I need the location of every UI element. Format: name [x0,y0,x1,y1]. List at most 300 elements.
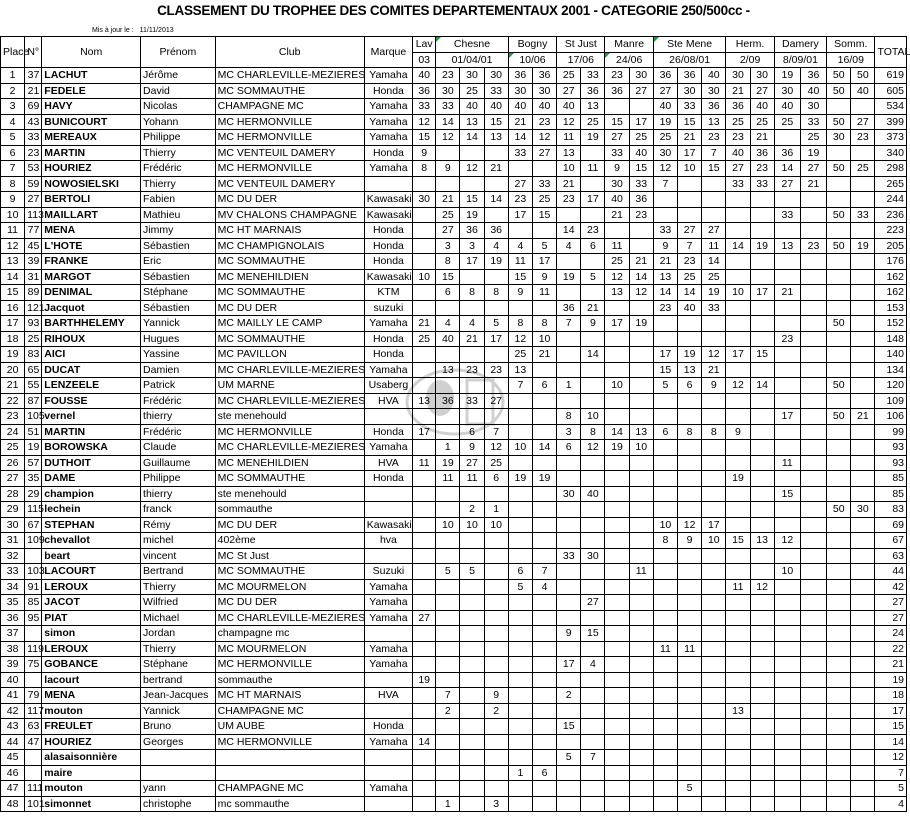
score-cell [413,548,436,564]
score-cell: 19 [851,238,875,254]
score-cell: 5 [460,564,484,580]
score-cell [557,347,581,363]
score-cell [581,610,605,626]
firstname-cell: yann [141,781,216,797]
score-cell: 12 [436,130,460,146]
score-cell [508,300,532,316]
name-cell: BOROWSKA [42,440,141,456]
score-cell [413,595,436,611]
score-cell [800,207,826,223]
score-cell [702,765,726,781]
score-cell: 6 [678,378,702,394]
score-cell [629,641,653,657]
score-cell [484,641,508,657]
score-cell: 11 [413,455,436,471]
score-cell [750,269,774,285]
score-cell [750,207,774,223]
place-cell: 37 [1,626,25,642]
name-cell: DENIMAL [42,285,141,301]
score-cell [605,517,629,533]
place-cell: 25 [1,440,25,456]
score-cell [774,719,800,735]
score-cell: 21 [557,176,581,192]
score-cell [484,207,508,223]
score-cell [508,424,532,440]
place-cell: 3 [1,99,25,115]
score-cell: 13 [605,285,629,301]
score-cell [800,192,826,208]
firstname-cell: Yohann [141,114,216,130]
score-cell [851,486,875,502]
total-cell: 85 [875,486,907,502]
score-cell [605,626,629,642]
score-cell [413,579,436,595]
header-event-date: 01/04/01 [436,52,509,68]
score-cell [484,719,508,735]
number-cell: 31 [25,269,42,285]
score-cell [653,781,677,797]
score-cell [436,347,460,363]
score-cell: 10 [484,517,508,533]
score-cell [557,455,581,471]
score-cell: 2 [484,703,508,719]
score-cell [800,626,826,642]
score-cell [508,750,532,766]
score-cell: 6 [532,378,556,394]
score-cell [800,300,826,316]
place-cell: 30 [1,517,25,533]
score-cell [581,502,605,518]
score-cell: 30 [702,83,726,99]
score-cell [800,440,826,456]
score-cell [629,409,653,425]
score-cell [629,657,653,673]
score-cell [827,688,851,704]
brand-cell: Honda [364,145,412,161]
score-cell [678,564,702,580]
score-cell [827,781,851,797]
score-cell: 5 [436,564,460,580]
score-cell: 11 [581,161,605,177]
score-cell: 27 [460,455,484,471]
score-cell [460,595,484,611]
score-cell [774,223,800,239]
brand-cell [364,750,412,766]
club-cell: mc sommauthe [215,796,364,812]
place-cell: 17 [1,316,25,332]
score-cell [678,734,702,750]
score-cell: 25 [851,161,875,177]
score-cell [413,765,436,781]
score-cell: 30 [726,68,750,84]
score-cell [750,688,774,704]
score-cell [702,564,726,580]
score-cell: 27 [484,393,508,409]
score-cell [605,734,629,750]
number-cell: 89 [25,285,42,301]
score-cell: 23 [581,223,605,239]
score-cell [774,393,800,409]
score-cell [702,455,726,471]
score-cell [726,192,750,208]
score-cell [726,455,750,471]
score-cell [774,796,800,812]
score-cell: 23 [774,331,800,347]
place-cell: 32 [1,548,25,564]
score-cell [532,517,556,533]
score-cell: 14 [653,285,677,301]
score-cell [726,207,750,223]
table-row [1,409,907,425]
firstname-cell: Thierry [141,641,216,657]
firstname-cell: Bruno [141,719,216,735]
name-cell: BARTHHELEMY [42,316,141,332]
score-cell: 14 [726,238,750,254]
place-cell: 14 [1,269,25,285]
page-title: CLASSEMENT DU TROPHEE DES COMITES DEPARTEMENTAUX 2001 - CATEGORIE 250/500cc - [157,3,750,18]
score-cell: 30 [653,145,677,161]
score-cell [678,331,702,347]
score-cell [774,440,800,456]
score-cell [827,719,851,735]
score-cell [508,595,532,611]
score-cell [774,595,800,611]
brand-cell [364,409,412,425]
score-cell: 10 [436,517,460,533]
score-cell [629,533,653,549]
score-cell: 30 [508,83,532,99]
club-cell: CHAMPAGNE MC [215,781,364,797]
score-cell: 25 [436,207,460,223]
score-cell [678,455,702,471]
number-cell: 45 [25,238,42,254]
score-cell [484,626,508,642]
score-cell: 17 [557,657,581,673]
score-cell [532,595,556,611]
name-cell: simon [42,626,141,642]
score-cell: 33 [581,68,605,84]
score-cell: 6 [653,424,677,440]
firstname-cell: thierry [141,409,216,425]
score-cell [851,688,875,704]
score-cell [800,533,826,549]
score-cell: 8 [653,533,677,549]
score-cell [851,719,875,735]
score-cell [726,672,750,688]
score-cell [557,331,581,347]
score-cell [629,595,653,611]
total-cell: 17 [875,703,907,719]
number-cell: 29 [25,486,42,502]
table-row [1,192,907,208]
brand-cell [364,765,412,781]
score-cell [750,440,774,456]
brand-cell: hva [364,533,412,549]
score-cell: 40 [653,99,677,115]
score-cell [750,300,774,316]
score-cell [557,703,581,719]
score-cell [605,502,629,518]
score-cell [460,533,484,549]
score-cell [702,781,726,797]
name-cell: GOBANCE [42,657,141,673]
total-cell: 162 [875,269,907,285]
firstname-cell: Thierry [141,176,216,192]
total-cell: 67 [875,533,907,549]
score-cell [851,300,875,316]
brand-cell: Honda [364,254,412,270]
score-cell [851,440,875,456]
score-cell [678,579,702,595]
score-cell [532,734,556,750]
score-cell [678,192,702,208]
club-cell: MC DU DER [215,192,364,208]
score-cell: 7 [702,145,726,161]
number-cell: 93 [25,316,42,332]
score-cell [702,703,726,719]
score-cell [629,300,653,316]
score-cell [629,626,653,642]
score-cell [557,781,581,797]
score-cell [508,781,532,797]
firstname-cell: Claude [141,440,216,456]
table-row [1,161,907,177]
score-cell [678,688,702,704]
score-cell [629,238,653,254]
score-cell [581,796,605,812]
name-cell: LEROUX [42,641,141,657]
score-cell: 36 [413,83,436,99]
table-row [1,765,907,781]
score-cell [629,781,653,797]
score-cell [774,672,800,688]
score-cell [605,455,629,471]
brand-cell: suzuki [364,300,412,316]
score-cell [702,595,726,611]
name-cell: alasaisonnière [42,750,141,766]
score-cell: 50 [827,114,851,130]
score-cell: 19 [484,254,508,270]
number-cell: 57 [25,455,42,471]
score-cell [678,409,702,425]
score-cell [581,471,605,487]
score-cell [726,393,750,409]
score-cell [851,254,875,270]
number-cell [25,626,42,642]
score-cell: 30 [800,99,826,115]
name-cell: beart [42,548,141,564]
score-cell: 27 [750,83,774,99]
score-cell [653,440,677,456]
score-cell [851,347,875,363]
score-cell [484,750,508,766]
score-cell [851,424,875,440]
score-cell [653,626,677,642]
score-cell [436,734,460,750]
place-cell: 38 [1,641,25,657]
brand-cell [364,626,412,642]
header-event-name: Ste Mene [653,37,726,53]
score-cell [413,688,436,704]
score-cell: 13 [460,114,484,130]
firstname-cell: Yannick [141,703,216,719]
score-cell [653,471,677,487]
score-cell [413,564,436,580]
score-cell: 15 [629,161,653,177]
score-cell: 11 [678,641,702,657]
total-cell: 373 [875,130,907,146]
score-cell [629,223,653,239]
table-row [1,378,907,394]
place-cell: 39 [1,657,25,673]
score-cell [484,595,508,611]
brand-cell: Yamaha [364,641,412,657]
score-cell [827,269,851,285]
score-cell: 14 [413,734,436,750]
score-cell [508,455,532,471]
score-cell [436,502,460,518]
score-cell [605,347,629,363]
score-cell [605,796,629,812]
score-cell [702,657,726,673]
club-cell: MC MOURMELON [215,579,364,595]
score-cell: 5 [653,378,677,394]
score-cell: 13 [678,362,702,378]
score-cell [726,486,750,502]
score-cell: 17 [702,517,726,533]
brand-cell [364,548,412,564]
score-cell [678,393,702,409]
number-cell: 25 [25,331,42,347]
score-cell: 30 [605,176,629,192]
score-cell [605,719,629,735]
score-cell: 19 [413,672,436,688]
club-cell: MC MOURMELON [215,641,364,657]
club-cell: MC SOMMAUTHE [215,285,364,301]
score-cell [774,254,800,270]
score-cell [653,688,677,704]
firstname-cell: christophe [141,796,216,812]
ranking-table [0,36,910,812]
score-cell [827,657,851,673]
brand-cell: Honda [364,471,412,487]
score-cell [460,688,484,704]
score-cell [827,672,851,688]
score-cell: 6 [436,285,460,301]
score-cell [532,719,556,735]
score-cell [653,719,677,735]
score-cell: 12 [678,517,702,533]
header-event-name: Manre [605,37,653,53]
score-cell [827,703,851,719]
score-cell [750,424,774,440]
score-cell: 25 [605,254,629,270]
score-cell: 27 [413,610,436,626]
score-cell: 40 [774,99,800,115]
score-cell: 21 [678,130,702,146]
score-cell [629,703,653,719]
score-cell [436,719,460,735]
score-cell: 9 [678,533,702,549]
score-cell: 33 [460,393,484,409]
score-cell [436,765,460,781]
score-cell [605,533,629,549]
firstname-cell: bertrand [141,672,216,688]
header-event-name: St Just [557,37,605,53]
header-nom: Nom [42,37,141,68]
score-cell [557,285,581,301]
header-event-date: 03 [413,52,436,68]
score-cell [851,471,875,487]
table-row [1,347,907,363]
score-cell: 15 [460,192,484,208]
score-cell [678,703,702,719]
score-cell [508,393,532,409]
club-cell: MC MENEHILDIEN [215,269,364,285]
score-cell: 4 [436,316,460,332]
score-cell [726,657,750,673]
score-cell [557,517,581,533]
score-cell: 9 [484,688,508,704]
score-cell: 25 [484,455,508,471]
score-cell [702,688,726,704]
brand-cell: Yamaha [364,316,412,332]
score-cell [508,161,532,177]
score-cell [581,688,605,704]
score-cell [557,393,581,409]
score-cell [436,533,460,549]
club-cell: MC CHARLEVILLE-MEZIERES [215,68,364,84]
score-cell [557,579,581,595]
score-cell: 21 [629,254,653,270]
score-cell: 40 [629,145,653,161]
score-cell: 21 [800,176,826,192]
score-cell [436,641,460,657]
score-cell: 2 [436,703,460,719]
total-cell: 27 [875,610,907,626]
score-cell [800,254,826,270]
number-cell: 109 [25,533,42,549]
total-cell: 21 [875,657,907,673]
score-cell [581,765,605,781]
score-cell [653,409,677,425]
score-cell [800,269,826,285]
club-cell: MC HERMONVILLE [215,114,364,130]
score-cell: 6 [460,424,484,440]
score-cell: 40 [413,68,436,84]
total-cell: 148 [875,331,907,347]
score-cell: 50 [827,502,851,518]
score-cell [605,548,629,564]
score-cell: 40 [581,486,605,502]
score-cell: 33 [557,548,581,564]
score-cell [827,285,851,301]
club-cell [215,750,364,766]
brand-cell: Kawasaki [364,207,412,223]
score-cell [726,440,750,456]
score-cell: 3 [557,424,581,440]
score-cell [581,254,605,270]
score-cell: 19 [629,316,653,332]
score-cell: 40 [750,99,774,115]
table-row [1,455,907,471]
brand-cell: Yamaha [364,440,412,456]
score-cell [508,409,532,425]
score-cell [750,719,774,735]
score-cell [508,610,532,626]
score-cell [581,207,605,223]
score-cell [629,719,653,735]
